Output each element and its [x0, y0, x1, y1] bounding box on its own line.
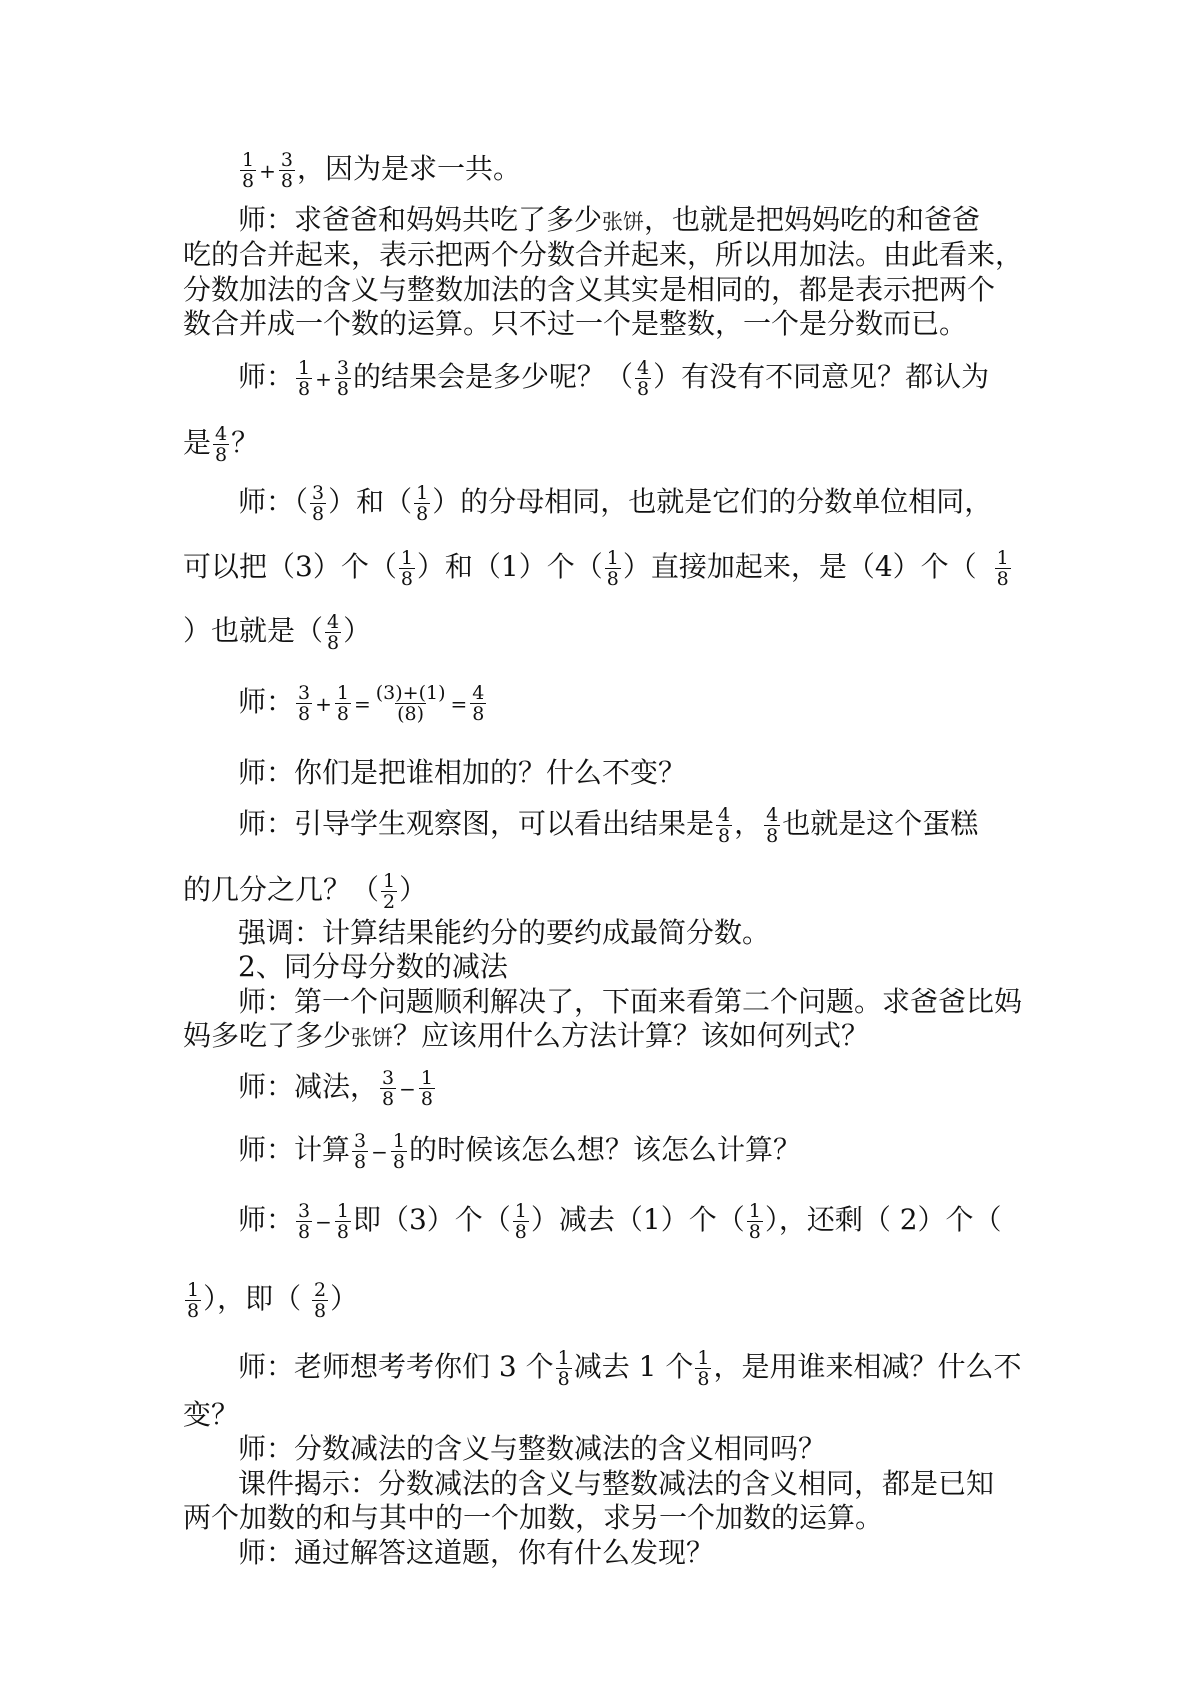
paragraph-line: 师：第一个问题顺利解决了，下面来看第二个问题。求爸爸比妈	[238, 985, 1023, 1018]
paragraph-line: $\frac{1}{8}$ + $\frac{3}{8}$ ，因为是求一共。	[242, 149, 521, 192]
fraction: $\frac{4}{8}$	[718, 804, 731, 847]
fraction: $\frac{1}{8}$	[298, 357, 311, 400]
fraction: $\frac{4}{8}$	[327, 611, 340, 654]
paragraph-line: 妈多吃了多少张饼？应该用什么方法计算？该如何列式？	[183, 1019, 870, 1052]
fraction: $\frac{3}{8}$	[280, 149, 293, 192]
fraction: $\frac{1}{8}$	[336, 1200, 349, 1243]
paragraph-line: ）也就是（ $\frac{4}{8}$ ）	[183, 611, 372, 654]
fraction: $\frac{3}{8}$	[312, 482, 325, 525]
fraction: $\frac{4}{8}$	[766, 804, 779, 847]
fraction: $\frac{1}{8}$	[514, 1200, 527, 1243]
fraction: $\frac{1}{8}$	[242, 149, 255, 192]
paragraph-line: 两个加数的和与其中的一个加数，求另一个加数的运算。	[183, 1501, 884, 1534]
paragraph-line: 师：求爸爸和妈妈共吃了多少张饼，也就是把妈妈吃的和爸爸	[238, 203, 981, 236]
paragraph-line: 师：计算 $\frac{3}{8}$ − $\frac{1}{8}$ 的时候该怎么想？该怎么计算？	[238, 1130, 801, 1173]
fraction: $\frac{1}{2}$	[383, 870, 396, 913]
fraction: $\frac{3}{8}$	[382, 1067, 395, 1110]
paragraph-line: 师：引导学生观察图，可以看出结果是 $\frac{4}{8}$ ， $\frac{4}{8}$ 也就是这个蛋糕	[238, 804, 979, 847]
paragraph-line: 课件揭示：分数减法的含义与整数减法的含义相同，都是已知	[238, 1467, 995, 1500]
paragraph-line: 的几分之几？（ $\frac{1}{2}$ ）	[183, 870, 428, 913]
fraction: $\frac{1}{8}$	[697, 1347, 710, 1390]
paragraph-line: 吃的合并起来，表示把两个分数合并起来，所以用加法。由此看来，	[183, 238, 1024, 271]
fraction: $\frac{4}{8}$	[636, 357, 650, 400]
paragraph-line: $\frac{1}{8}$ ），即（ $\frac{2}{8}$ ）	[187, 1279, 359, 1322]
fraction: $\frac{3}{8}$	[336, 357, 349, 400]
fraction: $\frac{1}{8}$	[187, 1279, 200, 1322]
fraction: $\frac{1}{8}$	[996, 547, 1009, 590]
paragraph-line: 师： $\frac{3}{8}$ − $\frac{1}{8}$ 即（3）个（ $\frac{1}{8}$ ）减去（1）个（ $\frac{1}{8}$ ），还剩（ 2）个（	[238, 1200, 1002, 1243]
paragraph-line: 师：老师想考考你们 3 个 $\frac{1}{8}$ 减去 1 个 $\frac{1}{8}$ ，是用谁来相减？什么不	[238, 1347, 1022, 1390]
paragraph-line: 师：通过解答这道题，你有什么发现？	[238, 1536, 715, 1569]
fraction: $\frac{2}{8}$	[314, 1279, 327, 1322]
fraction: $\frac{(3)+(1)}{(8)}$	[375, 682, 446, 725]
fraction: $\frac{1}{8}$	[400, 547, 413, 590]
fraction: $\frac{1}{8}$	[606, 547, 619, 590]
paragraph-line: 是 $\frac{4}{8}$ ？	[183, 423, 260, 466]
paragraph-line: 数合并成一个数的运算。只不过一个是整数，一个是分数而已。	[183, 307, 968, 340]
fraction: $\frac{1}{8}$	[416, 482, 429, 525]
fraction: $\frac{4}{8}$	[215, 423, 228, 466]
equation-line: 师： $\frac{3}{8}$ + $\frac{1}{8}$ = $\frac{(3)+(1)}{(8)}$ = $\frac{4}{8}$	[238, 682, 485, 725]
section-heading: 2、同分母分数的减法	[238, 950, 508, 983]
paragraph-line: 可以把（3）个（ $\frac{1}{8}$ ）和（1）个（ $\frac{1}{8}$ ）直接加起来，是（4）个（ $\frac{1}{8}$	[183, 547, 1009, 590]
fraction: $\frac{1}{8}$	[392, 1130, 405, 1173]
fraction: $\frac{4}{8}$	[472, 682, 485, 725]
fraction: $\frac{1}{8}$	[336, 682, 349, 725]
fraction: $\frac{1}{8}$	[557, 1347, 570, 1390]
fraction: $\frac{3}{8}$	[354, 1130, 367, 1173]
paragraph-line: 变？	[183, 1398, 240, 1431]
paragraph-line: 师：（ $\frac{3}{8}$ ）和（ $\frac{1}{8}$ ）的分母相同，也就是它们的分数单位相同，	[238, 482, 993, 525]
fraction: $\frac{1}{8}$	[748, 1200, 761, 1243]
paragraph-line: 师： $\frac{1}{8}$ + $\frac{3}{8}$ 的结果会是多少呢？（ $\frac{4}{8}$ ）有没有不同意见？都认为	[238, 357, 990, 400]
paragraph-line: 师：减法， $\frac{3}{8}$ − $\frac{1}{8}$	[238, 1067, 433, 1110]
fraction: $\frac{3}{8}$	[298, 1200, 311, 1243]
paragraph-line: 师：你们是把谁相加的？什么不变？	[238, 756, 687, 789]
paragraph-line: 强调：计算结果能约分的要约成最简分数。	[238, 916, 771, 949]
fraction: $\frac{3}{8}$	[298, 682, 311, 725]
fraction: $\frac{1}{8}$	[420, 1067, 433, 1110]
paragraph-line: 分数加法的含义与整数加法的含义其实是相同的，都是表示把两个	[183, 273, 996, 306]
paragraph-line: 师：分数减法的含义与整数减法的含义相同吗？	[238, 1432, 827, 1465]
